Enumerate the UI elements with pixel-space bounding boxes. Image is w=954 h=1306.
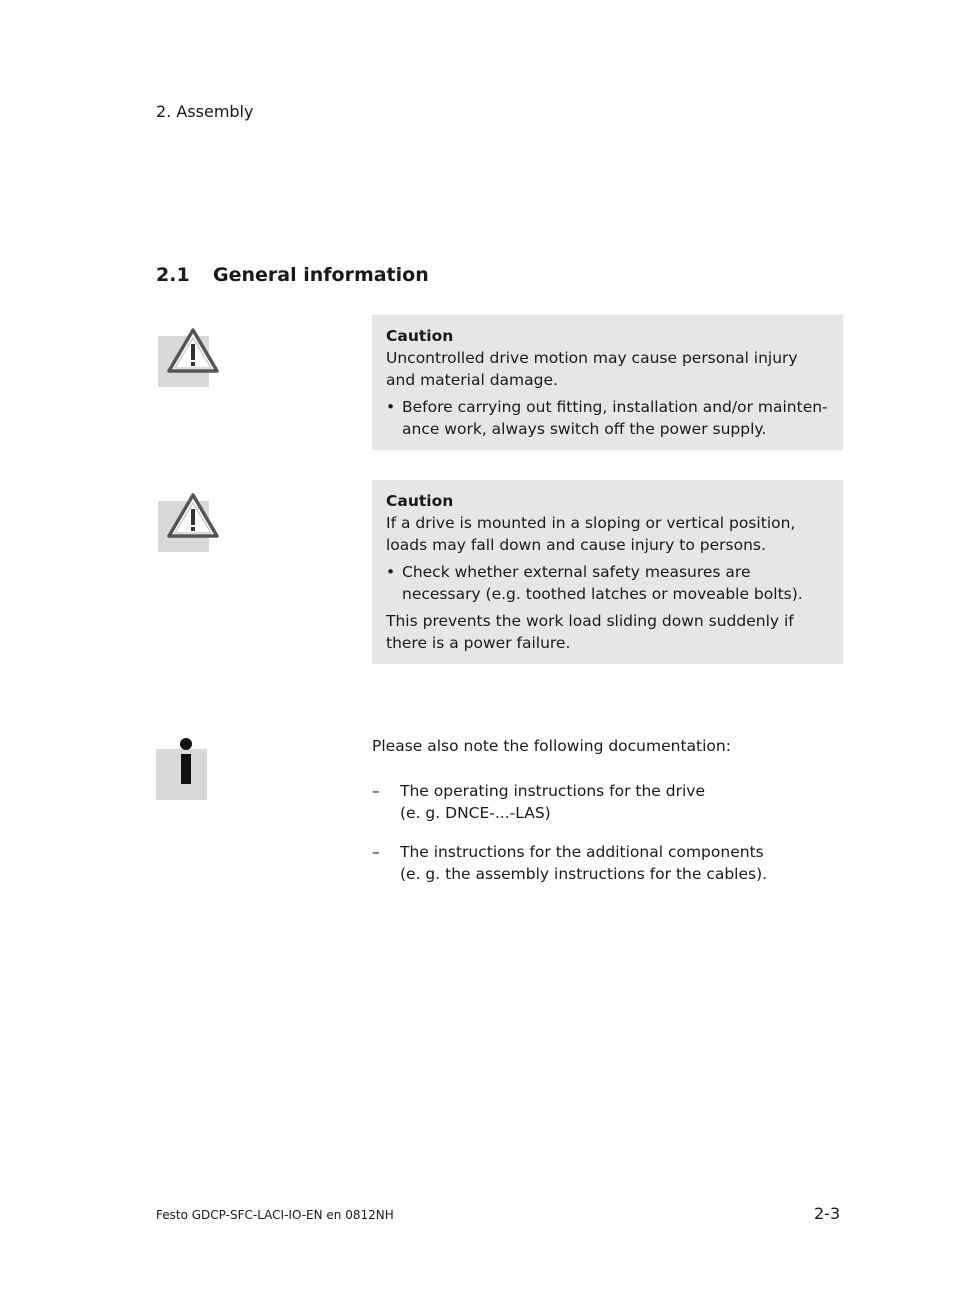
dash-marker: – <box>372 782 380 800</box>
list-item-line2: (e. g. the assembly instructions for the cables). <box>400 865 768 883</box>
info-icon <box>156 749 207 800</box>
caution-bullet <box>386 396 831 440</box>
caution-bullet <box>386 561 831 605</box>
caution-bullet-text: Before carrying out fitting, installation and/or mainten- ance work, always switch off the power supply. <box>402 398 828 438</box>
bullet-marker: • <box>386 563 396 581</box>
caution-title: Caution <box>386 327 454 345</box>
list-item <box>372 841 842 885</box>
list-item <box>372 780 842 824</box>
page-number: 2-3 <box>814 1204 841 1223</box>
chapter-header: 2. Assembly <box>156 102 254 121</box>
caution-text: Uncontrolled drive motion may cause personal injury and material damage. <box>386 349 798 389</box>
caution-text: If a drive is mounted in a sloping or vertical position, loads may fall down and cause injury to persons. <box>386 514 796 554</box>
caution-note-1 <box>372 315 843 450</box>
bullet-marker: • <box>386 398 396 416</box>
list-item-line1: The instructions for the additional components <box>400 843 764 861</box>
section-title: General information <box>213 264 429 286</box>
warning-triangle-icon <box>158 328 222 390</box>
footer-doc-id: Festo GDCP-SFC-LACI-IO-EN en 0812NH <box>156 1208 394 1222</box>
documentation-note <box>372 735 842 885</box>
caution-extra-text: This prevents the work load sliding down suddenly if there is a power failure. <box>386 612 794 652</box>
dash-marker: – <box>372 843 380 861</box>
caution-note-2 <box>372 480 843 664</box>
warning-triangle-icon <box>158 493 222 555</box>
caution-bullet-text: Check whether external safety measures are necessary (e.g. toothed latches or moveable bolts). <box>402 563 803 603</box>
section-number: 2.1 <box>156 264 190 286</box>
list-item-line1: The operating instructions for the drive <box>400 782 705 800</box>
documentation-intro: Please also note the following documentation: <box>372 737 731 755</box>
caution-title: Caution <box>386 492 454 510</box>
list-item-line2: (e. g. DNCE-...-LAS) <box>400 804 551 822</box>
